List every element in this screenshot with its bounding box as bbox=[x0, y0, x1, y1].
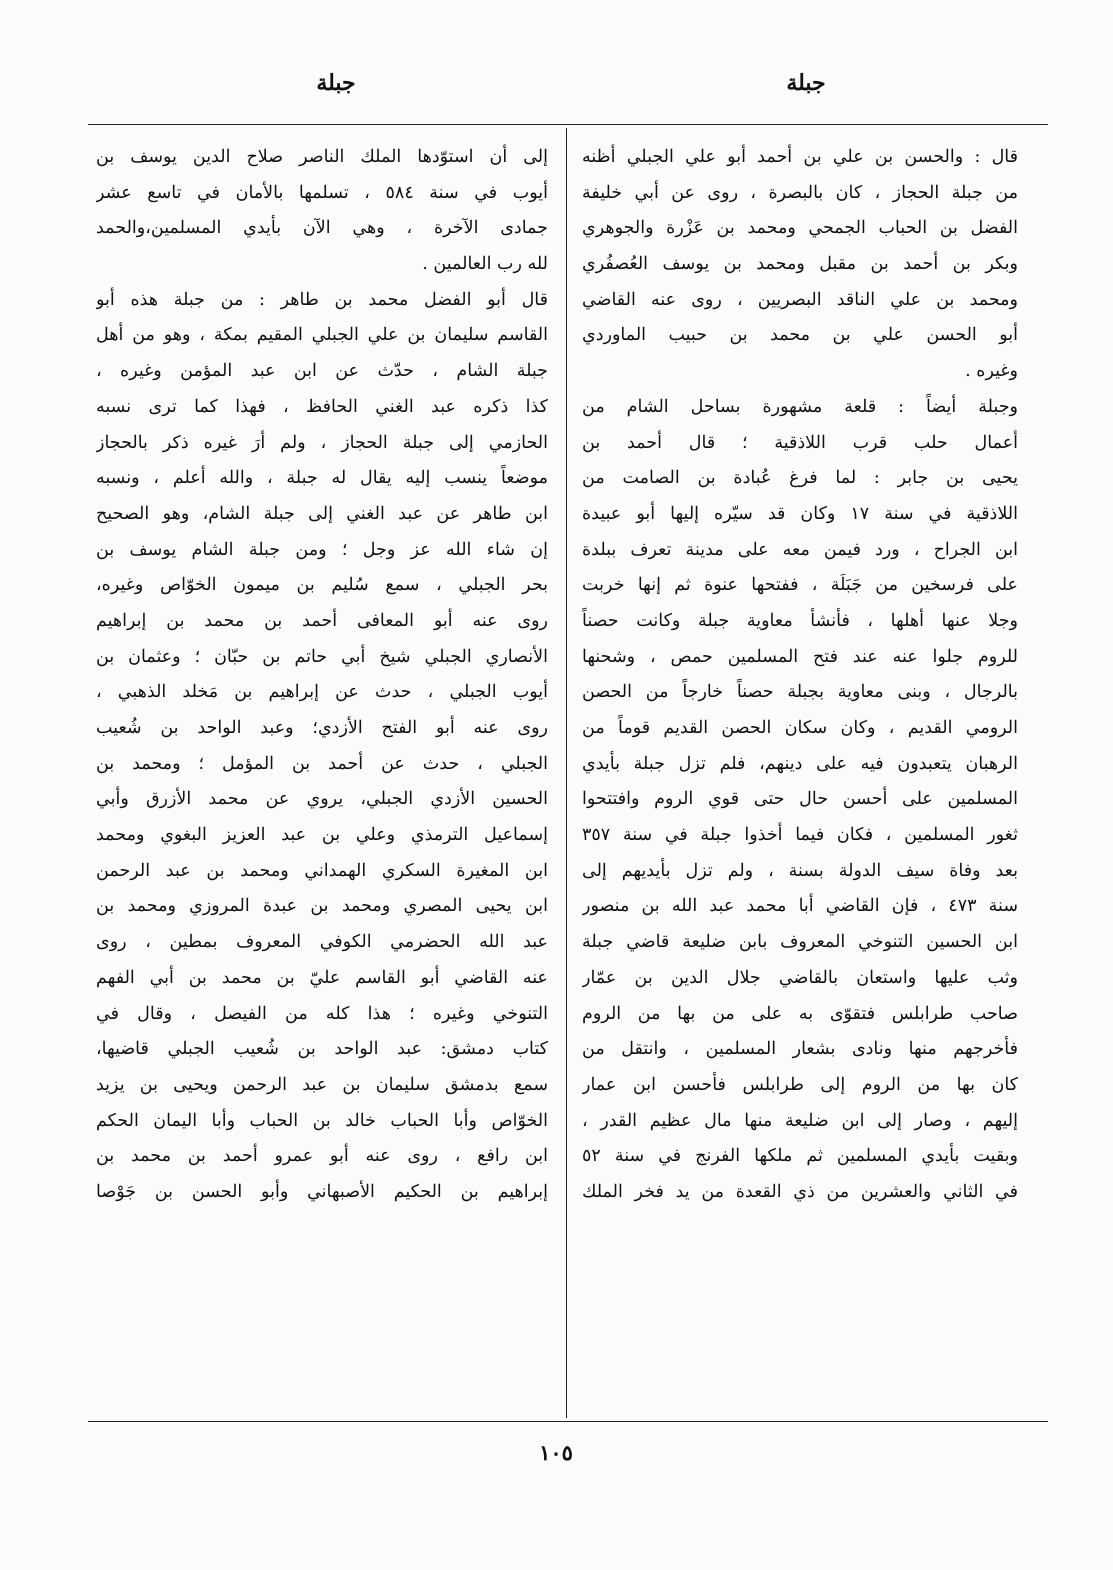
text-line: أعمال حلب قرب اللاذقية ؛ قال أحمد بن bbox=[582, 432, 1018, 453]
text-line: جبلة الشام ، حدّث عن ابن عبد المؤمن وغيره ، bbox=[96, 361, 548, 382]
text-line: وثب عليها واستعان بالقاضي جلال الدين بن عمّار bbox=[582, 967, 1018, 988]
text-line: ابن الجراح ، ورد فيمن معه على مدينة تعرف ببلدة bbox=[582, 539, 1018, 560]
text-line: إسماعيل الترمذي وعلي بن عبد العزيز البغوي ومحمد bbox=[96, 825, 548, 846]
header-rule bbox=[88, 124, 1048, 125]
text-line: أبو الحسن علي بن محمد بن حبيب الماوردي bbox=[582, 325, 1018, 346]
left-text-column bbox=[96, 140, 548, 1211]
text-line: الحازمي إلى جبلة الحجاز ، ولم أرَ غيره ذكر بالحجاز bbox=[96, 432, 548, 453]
text-line: وبكر بن أحمد بن مقبل ومحمد بن يوسف العُصفُري bbox=[582, 254, 1018, 275]
text-line: إبراهيم بن الحكيم الأصبهاني وأبو الحسن بن جَوْصا bbox=[96, 1181, 548, 1202]
text-line: إن شاء الله عز وجل ؛ ومن جبلة الشام يوسف بن bbox=[96, 539, 548, 560]
text-line: من جبلة الحجاز ، كان بالبصرة ، روى عن أبي خليفة bbox=[582, 182, 1018, 203]
text-line: اللاذقية في سنة ١٧ وكان قد سيّره إليها أبو عبيدة bbox=[582, 503, 1018, 524]
page-number: ١٠٥ bbox=[539, 1440, 573, 1465]
text-line: أيوب الجبلي ، حدث عن إبراهيم بن مَخلد الذهبي ، bbox=[96, 682, 548, 703]
text-line: الخوّاص وأبا الحباب خالد بن الحباب وأبا اليمان الحكم bbox=[96, 1110, 548, 1131]
text-line: المسلمين على أحسن حال حتى قوي الروم وافتتحوا bbox=[582, 789, 1018, 810]
text-line: أيوب في سنة ٥٨٤ ، تسلمها بالأمان في تاسع عشر bbox=[96, 182, 548, 203]
right-text-column bbox=[582, 140, 1018, 1211]
text-line: جمادى الآخرة ، وهي الآن بأيدي المسلمين،والحمد bbox=[96, 218, 548, 239]
text-line: في الثاني والعشرين من ذي القعدة من يد فخر الملك bbox=[582, 1181, 1018, 1202]
text-line: سنة ٤٧٣ ، فإن القاضي أبا محمد عبد الله بن منصور bbox=[582, 896, 1018, 917]
text-line: بالرجال ، وبنى معاوية بجبلة حصناً خارجاً من الحصن bbox=[582, 682, 1018, 703]
text-line: قال أبو الفضل محمد بن طاهر : من جبلة هذه أبو bbox=[96, 289, 548, 310]
text-line: سمع بدمشق سليمان بن عبد الرحمن ويحيى بن يزيد bbox=[96, 1074, 548, 1095]
text-line: الرومي القديم ، وكان سكان الحصن القديم قوماً من bbox=[582, 718, 1018, 738]
footer-rule bbox=[88, 1421, 1048, 1422]
text-line: ثغور المسلمين ، فكان فيما أخذوا جبلة في سنة ٣٥٧ bbox=[582, 825, 1018, 846]
text-line: موضعاً ينسب إليه يقال له جبلة ، والله أعلم ، ونسبه bbox=[96, 468, 548, 489]
text-line: على فرسخين من جَبَلَة ، ففتحها عنوة ثم إنها خربت bbox=[582, 575, 1018, 596]
column-divider bbox=[566, 128, 567, 1418]
text-line: التنوخي وغيره ؛ هذا كله من الفيصل ، وقال في bbox=[96, 1003, 548, 1024]
text-line: القاسم سليمان بن علي الجبلي المقيم بمكة ، وهو من أهل bbox=[96, 325, 548, 346]
text-line: ابن الحسين التنوخي المعروف بابن ضليعة قاضي جبلة bbox=[582, 932, 1018, 953]
text-line: ابن طاهر عن عبد الغني إلى جبلة الشام، وهو الصحيح bbox=[96, 503, 548, 524]
text-line: فأخرجهم منها ونادى بشعار المسلمين ، وانتقل من bbox=[582, 1039, 1018, 1060]
text-line: كذا ذكره عبد الغني الحافظ ، فهذا كما ترى نسبه bbox=[96, 396, 548, 417]
text-line: إلى أن استوّدها الملك الناصر صلاح الدين يوسف بن bbox=[96, 147, 548, 167]
text-line: عنه القاضي أبو القاسم عليّ بن محمد بن أبي الفهم bbox=[96, 967, 548, 988]
text-line: وبقيت بأيدي المسلمين ثم ملكها الفرنج في سنة ٥٢ bbox=[582, 1146, 1018, 1167]
text-line: للروم جلوا عنه عند فتح المسلمين حمص ، وشحنها bbox=[582, 646, 1018, 667]
text-line: وجلا عنها أهلها ، فأنشأ معاوية جبلة وكانت حصناً bbox=[582, 610, 1018, 631]
text-line: ابن يحيى المصري ومحمد بن عبدة المروزي ومحمد بن bbox=[96, 896, 548, 917]
text-line: بعد وفاة سيف الدولة بسنة ، ولم تزل بأيديهم إلى bbox=[582, 860, 1018, 881]
text-line: ابن رافع ، روى عنه أبو عمرو أحمد بن محمد بن bbox=[96, 1146, 548, 1167]
text-line: الفضل بن الحباب الجمحي ومحمد بن عَزْرة والجوهري bbox=[582, 218, 1018, 239]
text-line: روى عنه أبو المعافى أحمد بن محمد بن إبراهيم bbox=[96, 610, 548, 631]
text-line: ومحمد بن علي الناقد البصريين ، روى عنه القاضي bbox=[582, 289, 1018, 310]
text-line: يحيى بن جابر : لما فرغ عُبادة بن الصامت من bbox=[582, 468, 1018, 489]
text-line: إليهم ، وصار إلى ابن ضليعة منها مال عظيم القدر ، bbox=[582, 1110, 1018, 1131]
text-line: الأنصاري الجبلي شيخ أبي حاتم بن حبّان ؛ وعثمان بن bbox=[96, 646, 548, 667]
text-line: الرهبان يتعبدون فيه على دينهم، فلم تزل جبلة بأيدي bbox=[582, 753, 1018, 774]
text-line: قال : والحسن بن علي بن أحمد أبو علي الجبلي أظنه bbox=[582, 147, 1018, 167]
text-line: كان بها من الروم إلى طرابلس فأحسن ابن عمار bbox=[582, 1074, 1018, 1095]
text-line: الحسين الأزدي الجبلي، يروي عن محمد الأزرق وأبي bbox=[96, 789, 548, 810]
running-header-right: جبلة bbox=[786, 70, 826, 96]
text-line: عبد الله الحضرمي الكوفي المعروف بمطين ، روى bbox=[96, 932, 548, 953]
running-header-left: جبلة bbox=[316, 70, 356, 96]
text-line: بحر الجبلي ، سمع سُليم بن ميمون الخوّاص وغيره، bbox=[96, 575, 548, 596]
text-line: الجبلي ، حدث عن أحمد بن المؤمل ؛ ومحمد بن bbox=[96, 753, 548, 774]
text-line: كتاب دمشق: عبد الواحد بن شُعيب الجبلي قاضيها، bbox=[96, 1039, 548, 1060]
text-line: وجبلة أيضاً : قلعة مشهورة بساحل الشام من bbox=[582, 396, 1018, 417]
text-line: صاحب طرابلس فتقوّى به على من بها من الروم bbox=[582, 1003, 1018, 1024]
text-line: روى عنه أبو الفتح الأزدي؛ وعبد الواحد بن شُعيب bbox=[96, 718, 548, 738]
text-line: ابن المغيرة السكري الهمداني ومحمد بن عبد الرحمن bbox=[96, 860, 548, 881]
text-line: وغيره . bbox=[965, 361, 1018, 382]
text-line: لله رب العالمين . bbox=[422, 254, 548, 275]
